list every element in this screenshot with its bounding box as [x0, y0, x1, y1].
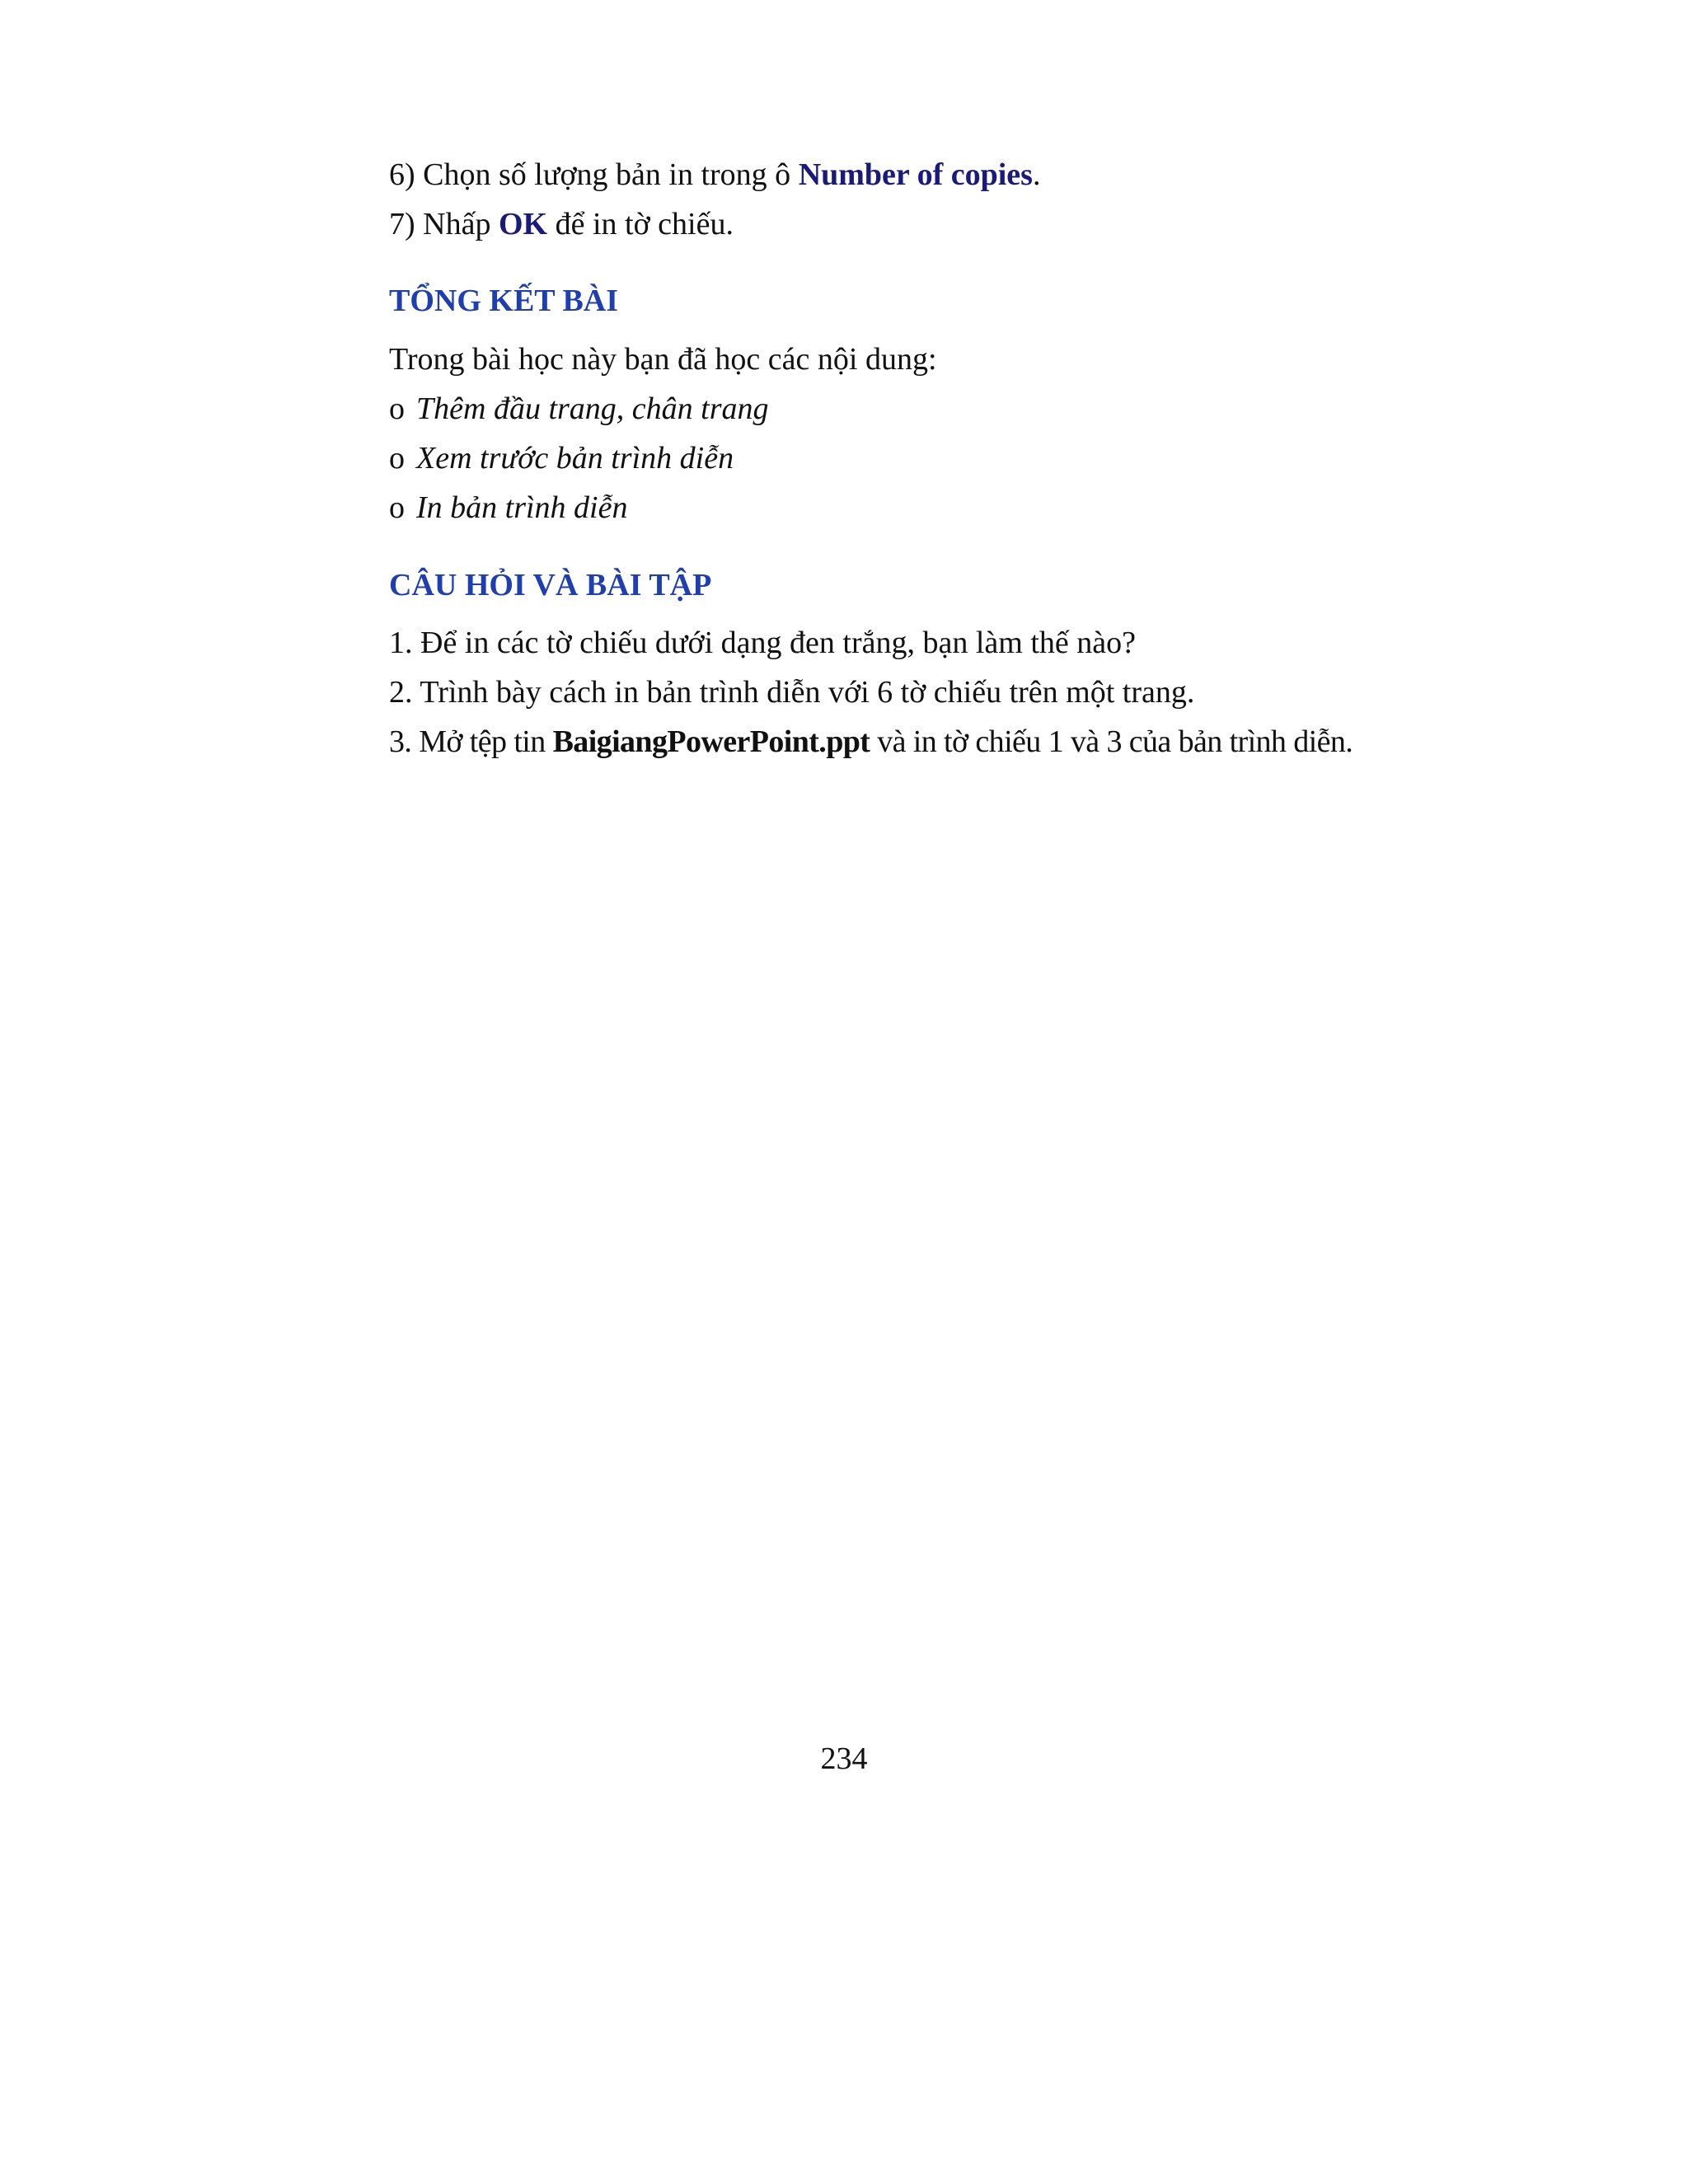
bullet-icon: o	[389, 391, 405, 426]
exercises-heading: CÂU HỎI VÀ BÀI TẬP	[389, 568, 712, 602]
summary-item-text: Xem trước bản trình diễn	[416, 441, 734, 476]
step-text-after: .	[1032, 157, 1041, 192]
step-text: Chọn số lượng bản in trong ô	[423, 157, 791, 192]
exercise-number: 1.	[389, 626, 413, 660]
step-7	[389, 204, 734, 244]
page-number: 234	[820, 1741, 868, 1776]
step-text: Nhấp	[423, 207, 491, 241]
step-keyword: Number of copies	[798, 157, 1033, 192]
bullet-icon: o	[389, 490, 405, 525]
exercise-item	[389, 722, 1353, 762]
summary-item	[389, 438, 734, 478]
summary-item-text: Thêm đầu trang, chân trang	[416, 391, 769, 426]
step-6	[389, 155, 1040, 194]
exercise-text: Mở tệp tin	[419, 724, 546, 759]
summary-heading: TỔNG KẾT BÀI	[389, 284, 619, 318]
summary-intro: Trong bài học này bạn đã học các nội dung:	[389, 342, 937, 377]
exercise-text: Trình bày cách in bản trình diễn với 6 tờ chiếu trên một trang.	[420, 675, 1195, 710]
step-text-after: để in tờ chiếu.	[555, 207, 734, 241]
summary-item-text: In bản trình diễn	[416, 490, 628, 525]
exercise-filename: BaigiangPowerPoint.ppt	[552, 724, 870, 759]
summary-item	[389, 389, 769, 429]
step-number: 7)	[389, 207, 415, 241]
exercise-text: Để in các tờ chiếu dưới dạng đen trắng, bạn làm thế nào?	[420, 626, 1136, 660]
exercise-text-after: và in tờ chiếu 1 và 3 của bản trình diễn.	[877, 724, 1353, 759]
exercise-item	[389, 623, 1136, 663]
step-number: 6)	[389, 157, 415, 192]
exercise-item	[389, 673, 1194, 712]
exercise-number: 3.	[389, 724, 412, 759]
step-keyword: OK	[498, 207, 548, 241]
summary-item	[389, 488, 627, 527]
exercise-number: 2.	[389, 675, 413, 710]
bullet-icon: o	[389, 441, 405, 476]
